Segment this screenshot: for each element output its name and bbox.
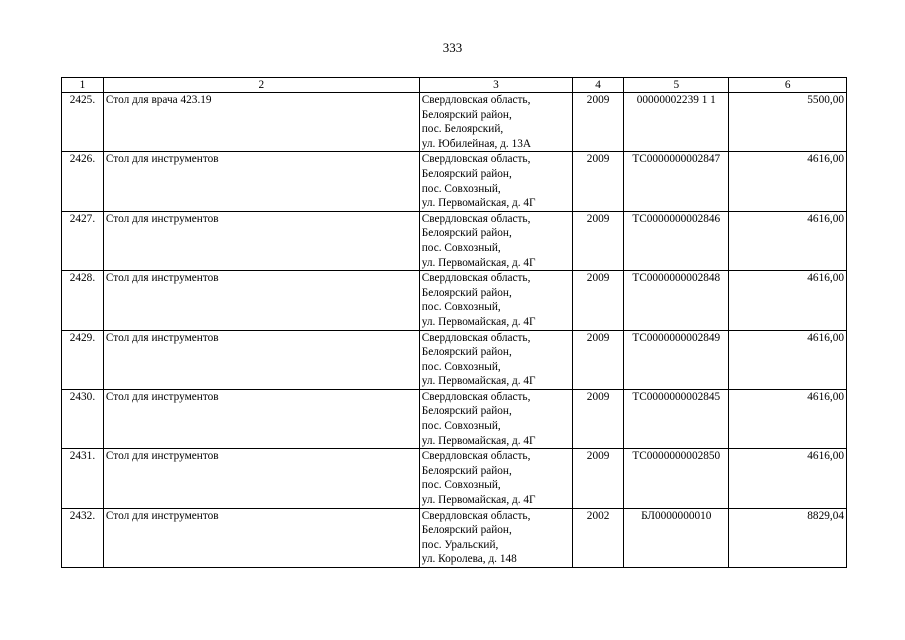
inventory-number-cell: ТС0000000002846 [624,211,729,270]
table-row [62,508,847,567]
address-line: ул. Юбилейная, д. 13А [421,137,532,150]
address-cell [419,508,572,567]
table-row [62,152,847,211]
cost-cell: 8829,04 [729,508,847,567]
year-cell: 2009 [573,330,624,389]
table-row [62,93,847,152]
item-name-cell: Стол для инструментов [103,211,419,270]
address-cell [419,93,572,152]
address-line: пос. Белоярский, [421,123,504,136]
column-header: 1 [62,78,104,93]
item-name-cell: Стол для инструментов [103,152,419,211]
address-cell [419,271,572,330]
inventory-number-cell: ТС0000000002848 [624,271,729,330]
address-line: пос. Совхозный, [421,182,501,195]
year-cell: 2009 [573,271,624,330]
address-line: Белоярский район, [421,346,512,359]
address-line: Свердловская область, [421,94,531,106]
row-number-cell: 2431. [62,449,104,508]
address-line: ул. Королева, д. 148 [421,553,517,566]
year-cell: 2009 [573,449,624,508]
table-row [62,449,847,508]
item-name-cell: Стол для инструментов [103,449,419,508]
cost-cell: 4616,00 [729,271,847,330]
item-name-cell: Стол для врача 423.19 [103,93,419,152]
row-number-cell: 2425. [62,93,104,152]
page-number: 333 [442,40,463,55]
address-line: ул. Первомайская, д. 4Г [421,434,536,447]
cost-cell: 4616,00 [729,449,847,508]
column-header: 6 [729,78,847,93]
column-number-header-row [62,78,847,93]
address-line: пос. Уральский, [421,538,499,551]
address-line: ул. Первомайская, д. 4Г [421,256,536,269]
address-line: пос. Совхозный, [421,360,501,373]
year-cell: 2009 [573,152,624,211]
address-line: пос. Совхозный, [421,241,501,254]
inventory-number-cell: ТС0000000002847 [624,152,729,211]
row-number-cell: 2430. [62,389,104,448]
row-number-cell: 2427. [62,211,104,270]
address-line: Свердловская область, [421,212,531,225]
item-name-cell: Стол для инструментов [103,508,419,567]
address-cell [419,330,572,389]
row-number-cell: 2432. [62,508,104,567]
address-line: Белоярский район, [421,108,512,121]
table-row [62,330,847,389]
column-header: 2 [103,78,419,93]
cost-cell: 4616,00 [729,211,847,270]
address-line: Свердловская область, [421,272,531,285]
address-line: Белоярский район, [421,167,512,180]
address-cell [419,152,572,211]
address-line: Белоярский район, [421,227,512,240]
registry-body [62,93,847,568]
address-line: пос. Совхозный, [421,479,501,492]
inventory-number-cell: ТС0000000002850 [624,449,729,508]
year-cell: 2009 [573,389,624,448]
address-line: Белоярский район, [421,405,512,418]
address-cell [419,449,572,508]
inventory-number-cell: БЛ0000000010 [624,508,729,567]
address-line: ул. Первомайская, д. 4Г [421,375,536,388]
row-number-cell: 2428. [62,271,104,330]
row-number-cell: 2426. [62,152,104,211]
item-name-cell: Стол для инструментов [103,389,419,448]
cost-cell: 4616,00 [729,152,847,211]
cost-cell: 5500,00 [729,93,847,152]
address-line: ул. Первомайская, д. 4Г [421,197,536,210]
column-header: 5 [624,78,729,93]
property-registry-table [61,77,847,568]
address-line: Свердловская область, [421,331,531,344]
address-line: пос. Совхозный, [421,301,501,314]
address-line: Белоярский район, [421,286,512,299]
year-cell: 2009 [573,211,624,270]
item-name-cell: Стол для инструментов [103,271,419,330]
year-cell: 2002 [573,508,624,567]
address-line: Свердловская область, [421,390,531,403]
address-line: ул. Первомайская, д. 4Г [421,494,536,507]
column-header: 3 [419,78,572,93]
cost-cell: 4616,00 [729,330,847,389]
address-line: Свердловская область, [421,509,531,522]
address-line: Свердловская область, [421,450,531,463]
inventory-number-cell: 00000002239 1 1 [624,93,729,152]
table-row [62,271,847,330]
row-number-cell: 2429. [62,330,104,389]
column-header: 4 [573,78,624,93]
address-cell [419,211,572,270]
address-line: пос. Совхозный, [421,420,501,433]
table-row [62,211,847,270]
item-name-cell: Стол для инструментов [103,330,419,389]
inventory-number-cell: ТС0000000002845 [624,389,729,448]
address-cell [419,389,572,448]
year-cell: 2009 [573,93,624,152]
table-row [62,389,847,448]
address-line: ул. Первомайская, д. 4Г [421,315,536,328]
address-line: Свердловская область, [421,153,531,166]
cost-cell: 4616,00 [729,389,847,448]
inventory-number-cell: ТС0000000002849 [624,330,729,389]
address-line: Белоярский район, [421,464,512,477]
address-line: Белоярский район, [421,524,512,537]
